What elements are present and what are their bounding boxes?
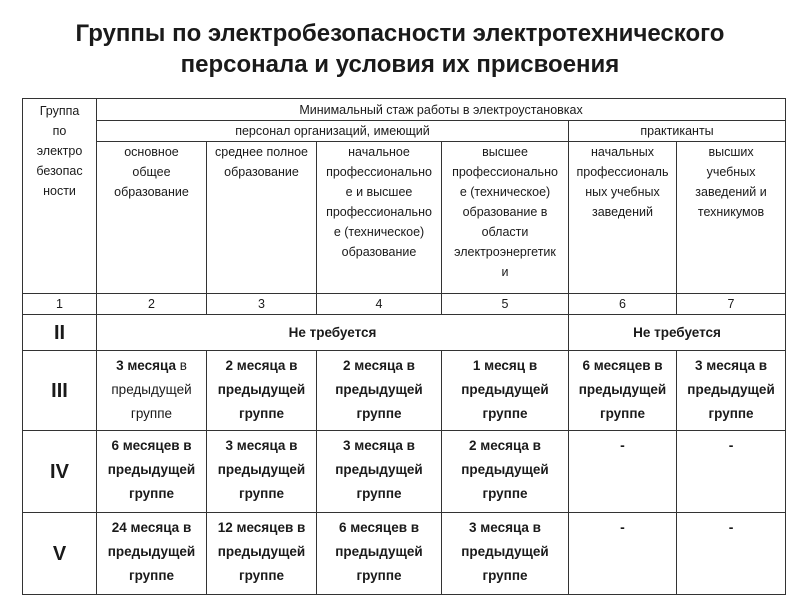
group-ii-row [23, 315, 786, 351]
title-line-2: персонала и условия их присвоения [180, 51, 620, 78]
requirement-cell: 1 месяц в предыдущей группе [442, 351, 569, 431]
col-number: 7 [677, 294, 786, 315]
col-header-higher-schools-colleges: высших учебных заведений и техникумов [677, 142, 786, 294]
group-iii-row [23, 351, 786, 431]
requirement-cell: 2 месяца в предыдущей группе [442, 431, 569, 513]
col-number: 3 [207, 294, 317, 315]
col-number: 6 [569, 294, 677, 315]
trainee-not-required: Не требуется [569, 315, 786, 351]
group-iv-row [23, 431, 786, 513]
requirement-cell: 2 месяца в предыдущей группе [317, 351, 442, 431]
not-applicable-cell: - [677, 431, 786, 513]
requirement-cell: 2 месяца в предыдущей группе [207, 351, 317, 431]
group-label: II [23, 315, 97, 351]
col-number: 5 [442, 294, 569, 315]
not-applicable-cell: - [569, 513, 677, 595]
col-header-secondary-full: среднее полное образование [207, 142, 317, 294]
requirement-cell: 3 месяца в предыдущей группе [442, 513, 569, 595]
group-v-row [23, 513, 786, 595]
org-staff-header: персонал организаций, имеющий [97, 121, 569, 142]
requirement-cell: 3 месяца в предыдущей группе [207, 431, 317, 513]
org-not-required: Не требуется [97, 315, 569, 351]
requirement-cell: 3 месяца в предыдущей группе [97, 351, 207, 431]
col-header-initial-and-higher-vocational: начальное профессионально е и высшее профессионально е (техническое) образование [317, 142, 442, 294]
min-experience-header: Минимальный стаж работы в электроустановках [97, 99, 786, 121]
requirement-cell: 24 месяца в предыдущей группе [97, 513, 207, 595]
group-label: V [23, 513, 97, 595]
group-column-header: Группа по электро безопас ности [23, 99, 97, 294]
header-row-1 [23, 99, 786, 121]
col-number: 4 [317, 294, 442, 315]
page-title [0, 18, 800, 80]
not-applicable-cell: - [569, 431, 677, 513]
title-line-1: Группы по электробезопасности электротехнического [75, 20, 725, 47]
col-header-basic-general: основное общее образование [97, 142, 207, 294]
header-row-3 [23, 142, 786, 294]
header-row-2 [23, 121, 786, 142]
electrical-safety-groups-table [22, 98, 786, 595]
col-header-initial-vocational-schools: начальных профессиональ ных учебных заведений [569, 142, 677, 294]
requirement-cell: 3 месяца в предыдущей группе [317, 431, 442, 513]
group-label: III [23, 351, 97, 431]
trainees-header: практиканты [569, 121, 786, 142]
group-label: IV [23, 431, 97, 513]
col-number: 1 [23, 294, 97, 315]
requirement-cell: 6 месяцев в предыдущей группе [317, 513, 442, 595]
requirement-cell: 3 месяца в предыдущей группе [677, 351, 786, 431]
requirement-cell: 6 месяцев в предыдущей группе [97, 431, 207, 513]
col-header-higher-electro-energy: высшее профессионально е (техническое) образование в области электроэнергетик и [442, 142, 569, 294]
requirement-cell: 6 месяцев в предыдущей группе [569, 351, 677, 431]
not-applicable-cell: - [677, 513, 786, 595]
requirement-cell: 12 месяцев в предыдущей группе [207, 513, 317, 595]
column-numbers-row [23, 294, 786, 315]
col-number: 2 [97, 294, 207, 315]
